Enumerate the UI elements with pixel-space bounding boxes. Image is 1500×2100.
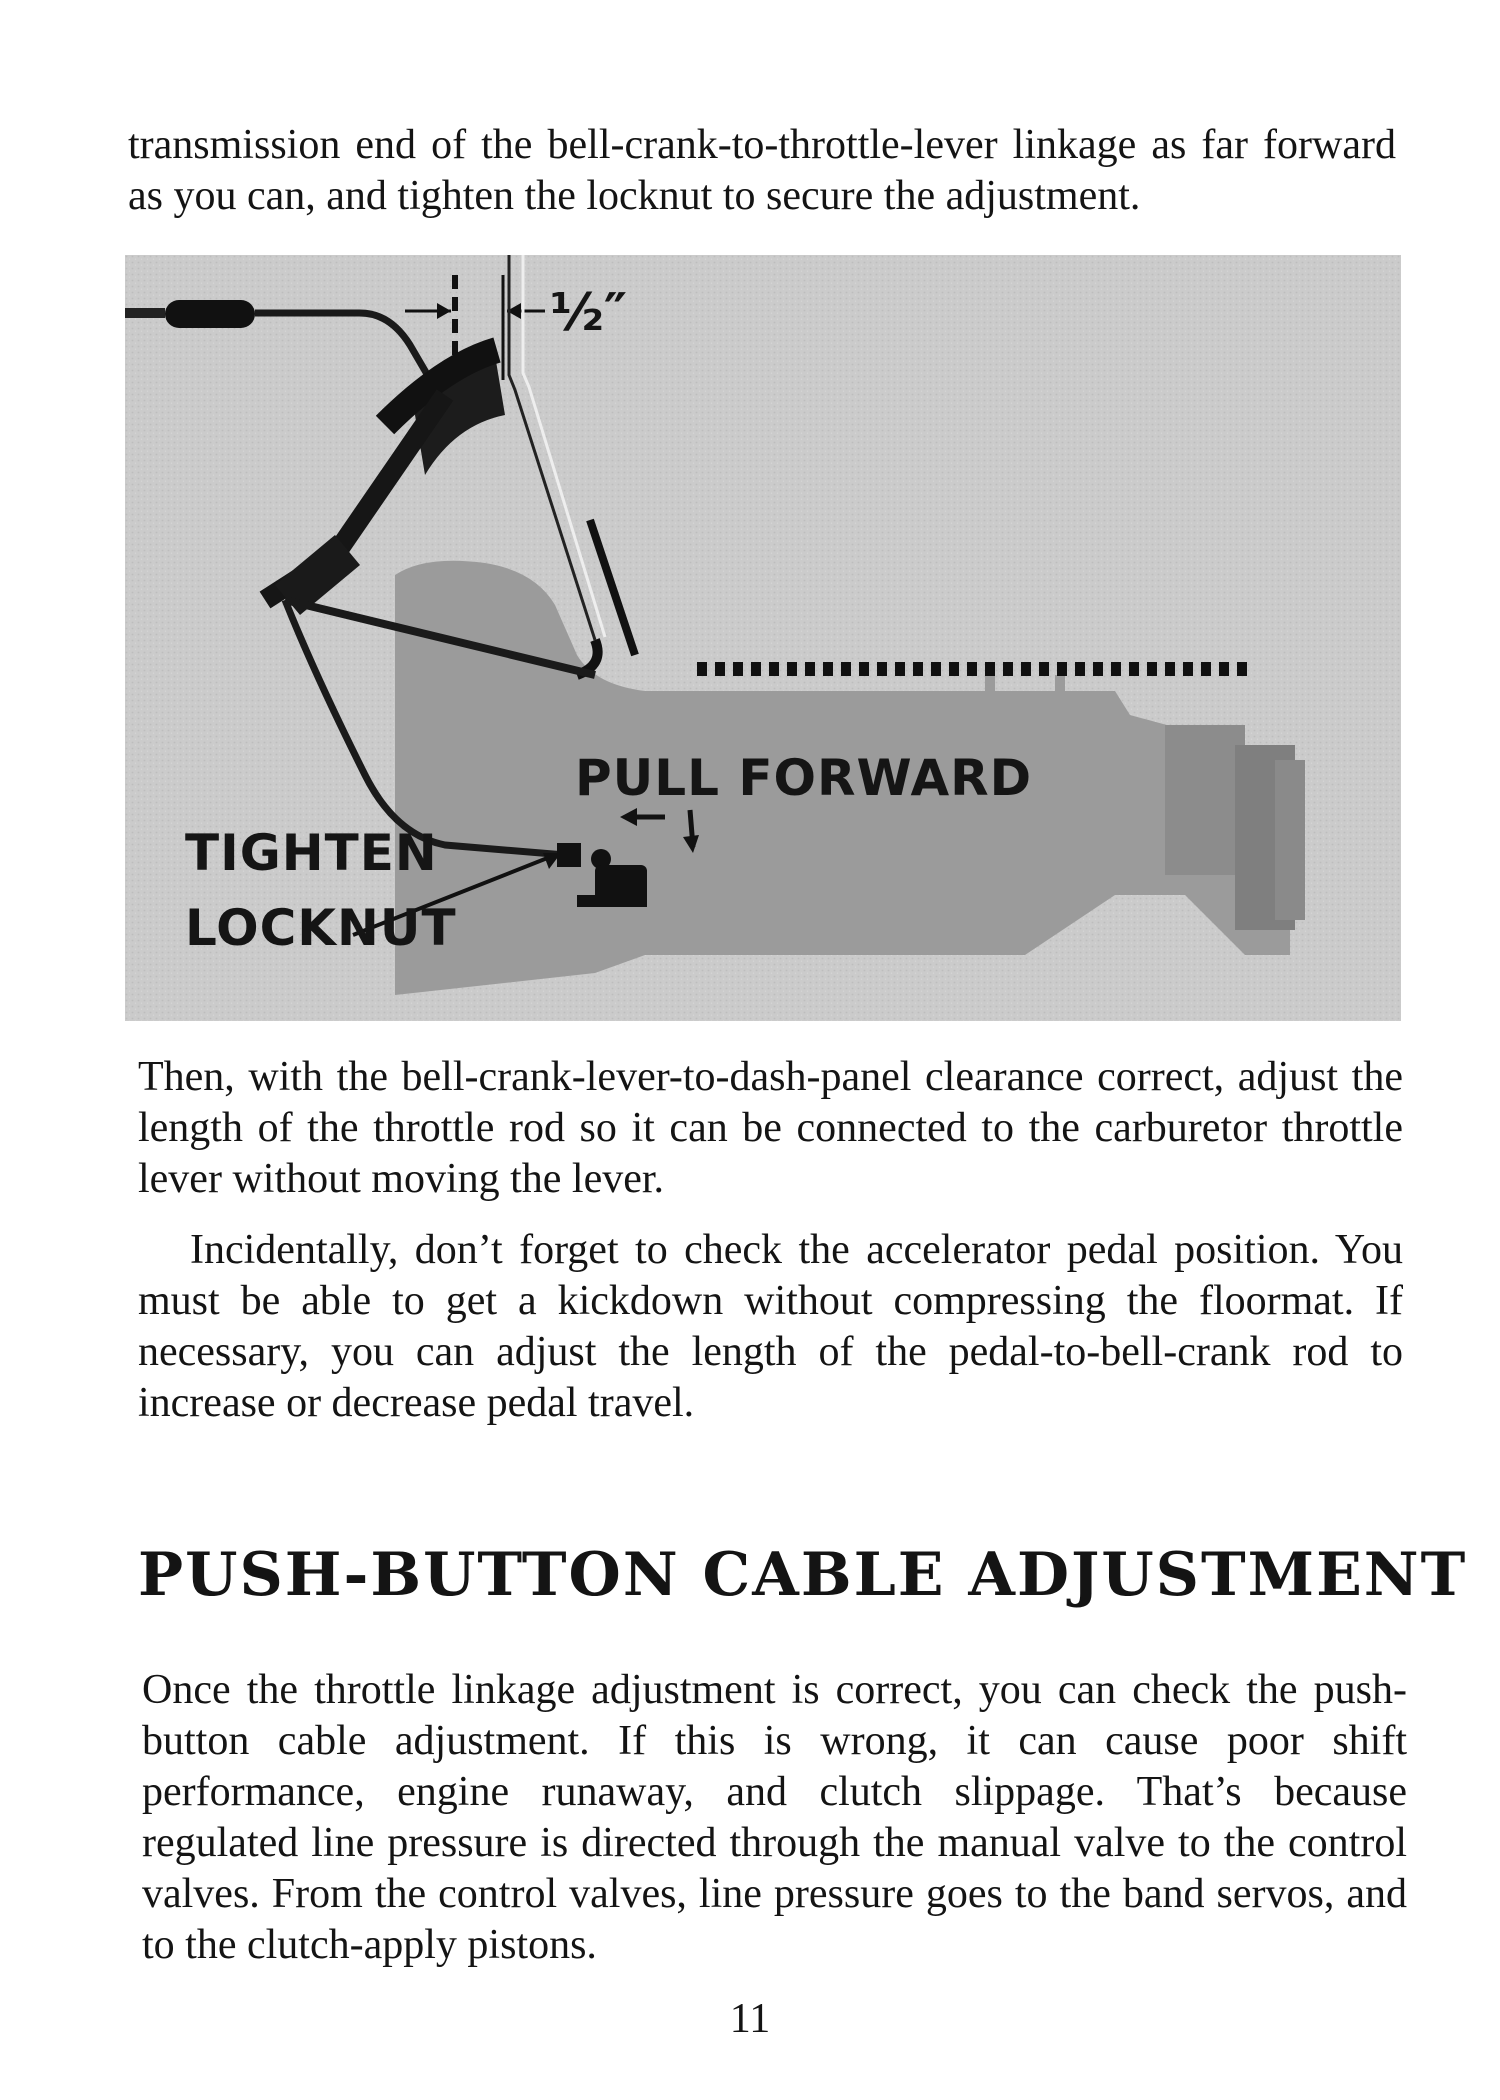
paragraph-pedal-position: Incidentally, don’t forget to check the accelerator pedal position. You must be able to get a kickdown without compressing the floormat. If necessary, you can adjust the length of the pedal-to-bell-crank rod to increase or decrease pedal travel. — [138, 1227, 1403, 1426]
locknut-label: LOCKNUT — [185, 899, 457, 957]
lever-base — [577, 895, 647, 907]
dimension-label: ½″ — [550, 283, 628, 343]
page-number: 11 — [729, 1996, 771, 2042]
paragraph-push-button: Once the throttle linkage adjustment is correct, you can check the push-button cable adjustment. If this is wrong, it can cause poor shift performance, engine runaway, and clutch slippage. That’s because regulated line pressure is directed through the manual valve to the control valves. From the control valves, line pressure goes to the band servos, and to the clutch-apply pistons. — [142, 1667, 1407, 1968]
section-heading: PUSH-BUTTON CABLE ADJUSTMENT — [138, 1540, 1468, 1610]
tighten-label: TIGHTEN — [185, 824, 438, 882]
linkage-illustration — [125, 255, 1401, 1021]
pull-forward-label: PULL FORWARD — [575, 749, 1033, 807]
paragraph-throttle-rod: Then, with the bell-crank-lever-to-dash-panel clearance correct, adjust the length of the throttle rod so it can be connected to the carburetor throttle lever without moving the lever. — [138, 1054, 1403, 1202]
output-flange — [1275, 760, 1305, 920]
throttle-linkage-figure — [125, 255, 1401, 1021]
tailshaft-housing — [1165, 725, 1245, 875]
rod-connector — [165, 300, 255, 328]
locknut — [557, 843, 581, 867]
paragraph-intro-continued: transmission end of the bell-crank-to-throttle-lever linkage as far forward as you can, and tighten the locknut to secure the adjustment. — [128, 122, 1396, 219]
